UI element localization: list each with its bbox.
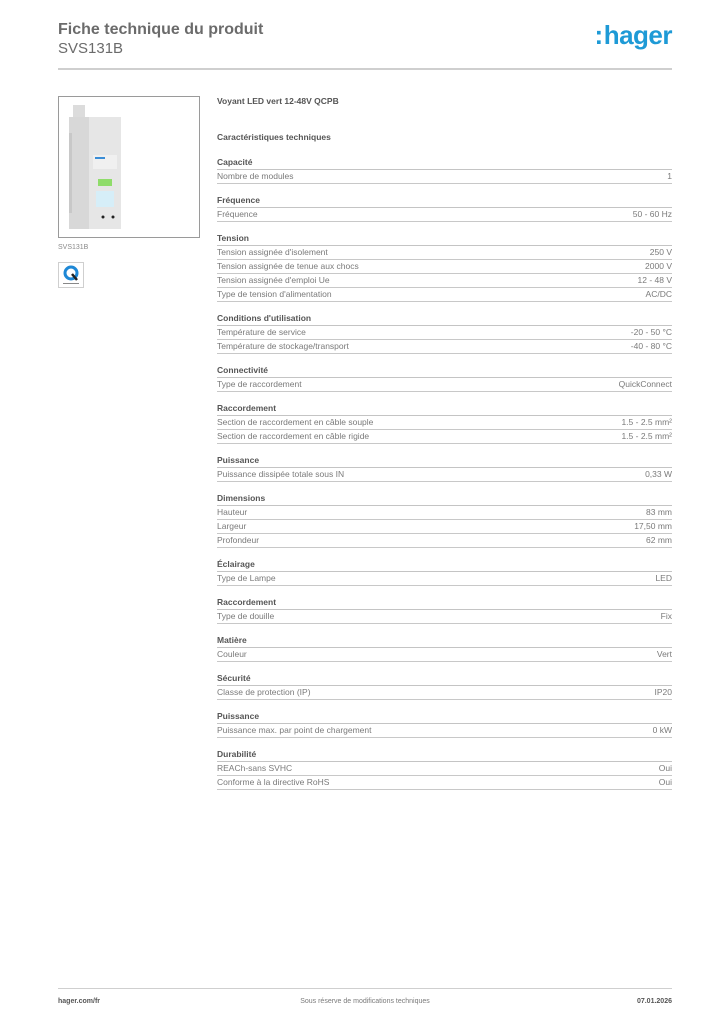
spec-value: 12 - 48 V bbox=[637, 275, 672, 285]
spec-label: Largeur bbox=[217, 521, 247, 531]
spec-label: Profondeur bbox=[217, 535, 260, 545]
spec-group-title: Matière bbox=[217, 634, 672, 648]
spec-row bbox=[217, 724, 672, 738]
spec-row bbox=[217, 648, 672, 662]
spec-label: Classe de protection (IP) bbox=[217, 687, 311, 697]
spec-group bbox=[217, 596, 672, 624]
spec-row bbox=[217, 506, 672, 520]
page-header bbox=[58, 20, 672, 58]
spec-group bbox=[217, 710, 672, 738]
spec-value: AC/DC bbox=[645, 289, 672, 299]
spec-value: -40 - 80 °C bbox=[630, 341, 672, 351]
quickconnect-badge-icon bbox=[58, 262, 84, 288]
page-title: Fiche technique du produit bbox=[58, 21, 264, 38]
spec-row bbox=[217, 170, 672, 184]
spec-value: Vert bbox=[656, 649, 672, 659]
spec-label: Tension assignée de tenue aux chocs bbox=[217, 261, 359, 271]
image-caption: SVS131B bbox=[58, 244, 89, 251]
spec-label: Tension assignée d'emploi Ue bbox=[217, 275, 330, 285]
spec-group bbox=[217, 558, 672, 586]
spec-row bbox=[217, 288, 672, 302]
spec-label: Couleur bbox=[217, 649, 247, 659]
spec-group-title: Fréquence bbox=[217, 194, 672, 208]
spec-row bbox=[217, 430, 672, 444]
spec-label: Puissance dissipée totale sous IN bbox=[217, 469, 345, 479]
spec-row bbox=[217, 326, 672, 340]
spec-group bbox=[217, 672, 672, 700]
product-code: SVS131B bbox=[58, 40, 124, 57]
hager-logo: :hager bbox=[594, 20, 672, 50]
product-image bbox=[58, 96, 200, 238]
spec-label: Température de stockage/transport bbox=[217, 341, 349, 351]
spec-value: 1.5 - 2.5 mm² bbox=[621, 417, 672, 427]
spec-group-title: Dimensions bbox=[217, 492, 672, 506]
spec-value: 1.5 - 2.5 mm² bbox=[621, 431, 672, 441]
spec-group bbox=[217, 634, 672, 662]
spec-group bbox=[217, 402, 672, 444]
spec-group-title: Conditions d'utilisation bbox=[217, 312, 672, 326]
spec-label: Nombre de modules bbox=[217, 171, 294, 181]
spec-value: 2000 V bbox=[645, 261, 672, 271]
spec-value: 50 - 60 Hz bbox=[632, 209, 672, 219]
spec-value: -20 - 50 °C bbox=[630, 327, 672, 337]
spec-label: Fréquence bbox=[217, 209, 258, 219]
spec-row bbox=[217, 610, 672, 624]
spec-label: Tension assignée d'isolement bbox=[217, 247, 328, 257]
spec-group-title: Puissance bbox=[217, 710, 672, 724]
spec-row bbox=[217, 274, 672, 288]
spec-group-title: Raccordement bbox=[217, 402, 672, 416]
footer-disclaimer: Sous réserve de modifications techniques bbox=[300, 998, 430, 1005]
spec-value: Fix bbox=[660, 611, 672, 621]
spec-value: IP20 bbox=[654, 687, 672, 697]
spec-group-title: Capacité bbox=[217, 156, 672, 170]
spec-value: 250 V bbox=[649, 247, 672, 257]
spec-label: Type de raccordement bbox=[217, 379, 302, 389]
spec-row bbox=[217, 468, 672, 482]
spec-row bbox=[217, 534, 672, 548]
technical-specs bbox=[217, 94, 672, 790]
spec-value: QuickConnect bbox=[618, 379, 672, 389]
led-indicator-device-icon bbox=[67, 103, 127, 231]
spec-group bbox=[217, 194, 672, 222]
spec-label: Section de raccordement en câble rigide bbox=[217, 431, 370, 441]
website-link[interactable]: hager.com/fr bbox=[58, 998, 101, 1005]
spec-label: Conforme à la directive RoHS bbox=[217, 777, 330, 787]
spec-value: 0 kW bbox=[652, 725, 672, 735]
spec-row bbox=[217, 776, 672, 790]
footer-date: 07.01.2026 bbox=[636, 998, 672, 1005]
footer-divider bbox=[58, 988, 672, 989]
spec-row bbox=[217, 246, 672, 260]
spec-value: 17,50 mm bbox=[634, 521, 672, 531]
spec-group-title: Sécurité bbox=[217, 672, 672, 686]
spec-group bbox=[217, 312, 672, 354]
spec-row bbox=[217, 416, 672, 430]
spec-group bbox=[217, 748, 672, 790]
spec-group-title: Raccordement bbox=[217, 596, 672, 610]
product-name: Voyant LED vert 12-48V QCPB bbox=[217, 96, 339, 106]
spec-label: Section de raccordement en câble souple bbox=[217, 417, 374, 427]
spec-row bbox=[217, 340, 672, 354]
spec-label: Température de service bbox=[217, 327, 306, 337]
spec-group-title: Connectivité bbox=[217, 364, 672, 378]
spec-label: Hauteur bbox=[217, 507, 248, 517]
spec-label: REACh-sans SVHC bbox=[217, 763, 293, 773]
spec-value: 1 bbox=[667, 171, 672, 181]
spec-row bbox=[217, 208, 672, 222]
spec-value: LED bbox=[655, 573, 672, 583]
spec-group-title: Tension bbox=[217, 232, 672, 246]
spec-group-title: Éclairage bbox=[217, 558, 672, 572]
spec-row bbox=[217, 260, 672, 274]
spec-label: Type de douille bbox=[217, 611, 275, 621]
spec-value: 83 mm bbox=[646, 507, 672, 517]
header-divider bbox=[58, 68, 672, 70]
spec-row bbox=[217, 762, 672, 776]
spec-value: Oui bbox=[658, 777, 672, 787]
spec-group-title: Puissance bbox=[217, 454, 672, 468]
spec-group bbox=[217, 492, 672, 548]
spec-group bbox=[217, 156, 672, 184]
section-title: Caractéristiques techniques bbox=[217, 132, 331, 142]
spec-row bbox=[217, 520, 672, 534]
spec-label: Type de Lampe bbox=[217, 573, 276, 583]
spec-row bbox=[217, 572, 672, 586]
spec-group bbox=[217, 232, 672, 302]
spec-value: Oui bbox=[658, 763, 672, 773]
spec-group bbox=[217, 364, 672, 392]
spec-row bbox=[217, 378, 672, 392]
spec-label: Type de tension d'alimentation bbox=[217, 289, 332, 299]
spec-group bbox=[217, 454, 672, 482]
spec-label: Puissance max. par point de chargement bbox=[217, 725, 372, 735]
spec-value: 0,33 W bbox=[645, 469, 672, 479]
spec-groups bbox=[217, 156, 672, 790]
spec-row bbox=[217, 686, 672, 700]
spec-value: 62 mm bbox=[646, 535, 672, 545]
spec-group-title: Durabilité bbox=[217, 748, 672, 762]
